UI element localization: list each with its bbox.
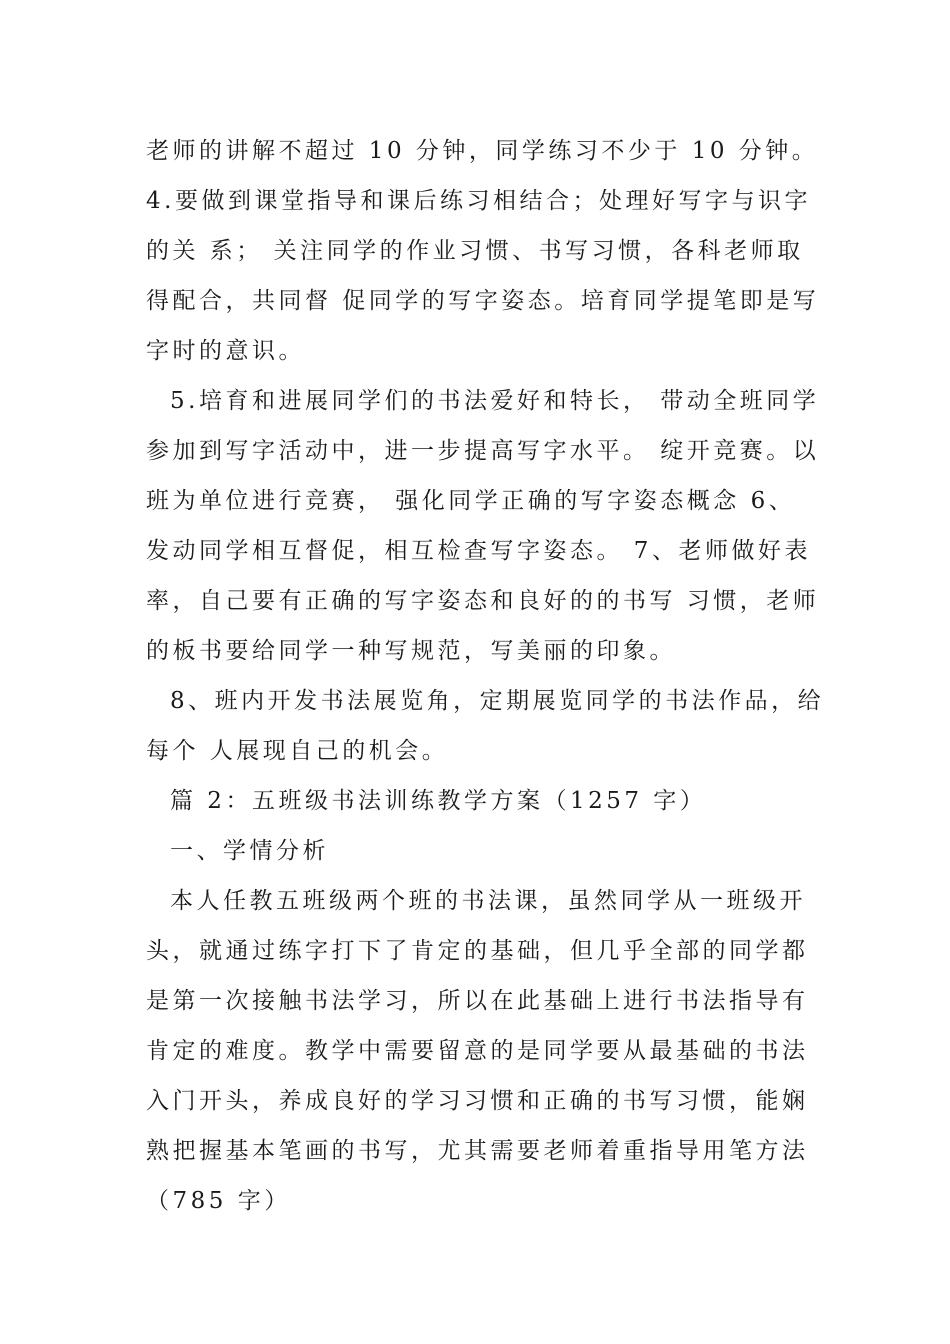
text-line: 是第一次接触书法学习，所以在此基础上进行书法指导有: [146, 988, 809, 1014]
text-line: 熟把握基本笔画的书写，尤其需要老师着重指导用笔方法: [146, 1138, 809, 1164]
text-line: 8、班内开发书法展览角，定期展览同学的书法作品，给: [170, 688, 825, 714]
text-line: 率，自己要有正确的写字姿态和良好的的书写 习惯，老师: [146, 588, 820, 614]
text-line: 参加到写字活动中，进一步提高写字水平。 绽开竞赛。以: [146, 438, 820, 464]
text-line: 入门开头，养成良好的学习习惯和正确的书写习惯，能娴: [146, 1088, 809, 1114]
text-line: 5.培育和进展同学们的书法爱好和特长， 带动全班同学: [170, 388, 820, 414]
text-line: 的板书要给同学一种写规范，写美丽的印象。: [146, 638, 676, 664]
subsection-heading: 一、学情分析: [170, 838, 329, 864]
text-line: 每个 人展现自己的机会。: [146, 738, 449, 764]
text-line: 发动同学相互督促，相互检查写字姿态。 7、老师做好表: [146, 538, 811, 564]
text-line: 得配合，共同督 促同学的写字姿态。培育同学提笔即是写: [146, 288, 820, 314]
text-line: 本人任教五班级两个班的书法课，虽然同学从一班级开: [170, 888, 806, 914]
text-line: 的关 系； 关注同学的作业习惯、书写习惯，各科老师取: [146, 238, 804, 264]
text-line: 字时的意识。: [146, 338, 305, 364]
text-line: 肯定的难度。教学中需要留意的是同学要从最基础的书法: [146, 1038, 809, 1064]
word-count-note: （785 字）: [146, 1188, 291, 1214]
text-line: 班为单位进行竞赛， 强化同学正确的写字姿态概念 6、: [146, 488, 796, 514]
text-line: 老师的讲解不超过 10 分钟，同学练习不少于 10 分钟。: [146, 138, 819, 164]
text-line: 头，就通过练字打下了肯定的基础，但几乎全部的同学都: [146, 938, 809, 964]
section-heading: 篇 2：五班级书法训练教学方案（1257 字）: [170, 788, 707, 814]
text-line: 4.要做到课堂指导和课后练习相结合；处理好写字与识字: [146, 188, 811, 214]
